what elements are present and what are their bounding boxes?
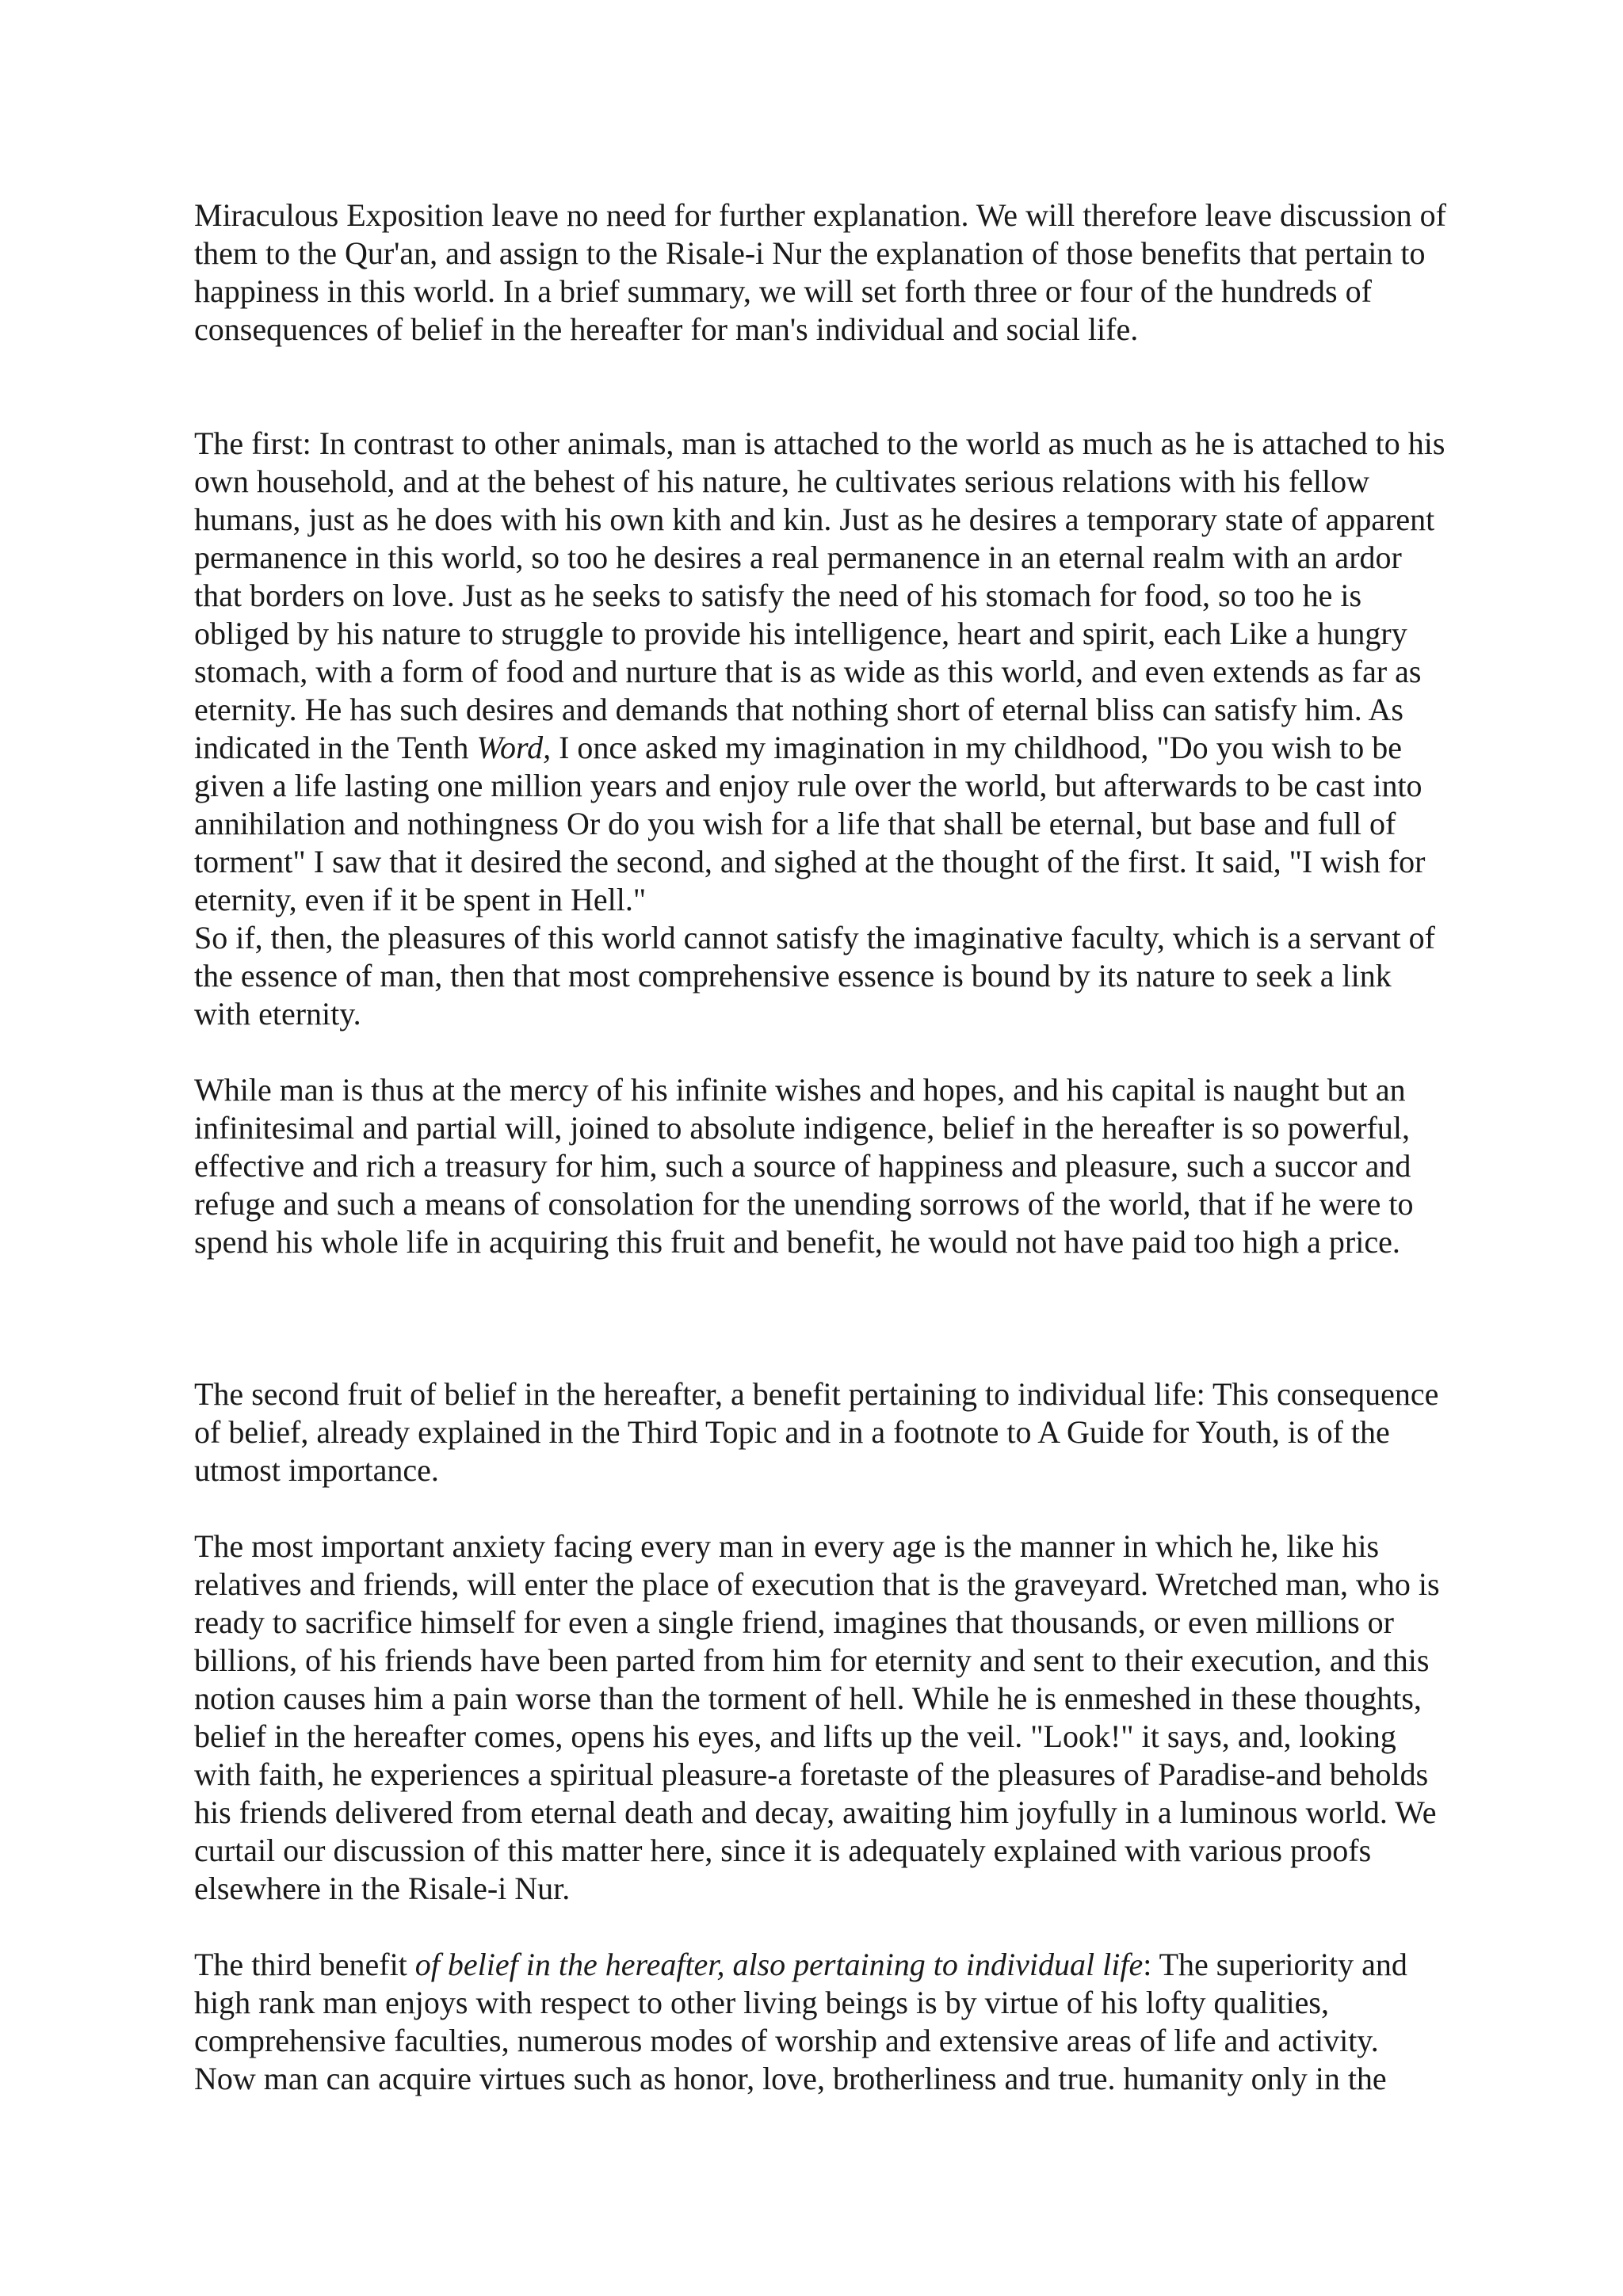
paragraph-first-benefit [194,425,1446,919]
paragraph-imaginative-faculty: So if, then, the pleasures of this world cannot satisfy the imaginative faculty, which is a servant of the essence of man, then that most comprehensive essence is bound by its nature to seek a link with eternity. [194,920,1435,1032]
paragraph-first-benefit-text-a: The first: In contrast to other animals, man is attached to the world as much as he is attached to his own household, and at the behest of his nature, he cultivates serious relations with his fellow humans, just as he does with his own kith and kin. Just as he desires a temporary state of apparent permanence in this world, so too he desires a real permanence in an eternal realm with an ardor that borders on love. Just as he seeks to satisfy the need of his stomach for food, so too he is obliged by his nature to struggle to provide his intelligence, heart and spirit, each Like a hungry stomach, with a form of food and nurture that is as wide as this world, and even extends as far as eternity. He has such desires and demands that nothing short of eternal bliss can satisfy him. As indicated in the Tenth [194,425,1445,765]
paragraph-third-benefit-text-b: : The superiority and high rank man enjoys with respect to other living beings is by virtue of his lofty qualities, comprehensive faculties, numerous modes of worship and extensive areas of life and activity. Now man can acquire virtues such as honor, love, brotherliness and true. humanity only in the [194,1947,1407,2096]
paragraph-intro: Miraculous Exposition leave no need for further explanation. We will therefore leave discussion of them to the Qur'an, and assign to the Risale-i Nur the explanation of those benefits that pertain to happiness in this world. In a brief summary, we will set forth three or four of the hundreds of consequences of belief in the hereafter for man's individual and social life. [194,197,1446,347]
paragraph-second-fruit: The second fruit of belief in the hereafter, a benefit pertaining to individual life: This consequence of belief, already explained in the Third Topic and in a footnote to A Guide for Youth, is of the utmost importance. [194,1376,1439,1488]
paragraph-first-benefit-italic-word: Word, [476,730,552,765]
paragraph-third-benefit-italic-phrase: of belief in the hereafter, also pertaining to individual life [414,1947,1144,1982]
paragraph-graveyard-anxiety: The most important anxiety facing every man in every age is the manner in which he, like his relatives and friends, will enter the place of execution that is the graveyard. Wretched man, who is ready to sacrifice himself for even a single friend, imagines that thousands, or even millions or billions, of his friends have been parted from him for eternity and sent to their execution, and this notion causes him a pain worse than the torment of hell. While he is enmeshed in these thoughts, belief in the hereafter comes, opens his eyes, and lifts up the veil. "Look!" it says, and, looking with faith, he experiences a spiritual pleasure-a foretaste of the pleasures of Paradise-and beholds his friends delivered from eternal death and decay, awaiting him joyfully in a luminous world. We curtail our discussion of this matter here, since it is adequately explained with various proofs elsewhere in the Risale-i Nur. [194,1528,1440,1906]
paragraph-third-benefit [194,1946,1446,2098]
paragraph-infinite-wishes: While man is thus at the mercy of his infinite wishes and hopes, and his capital is naught but an infinitesimal and partial will, joined to absolute indigence, belief in the hereafter is so powerful, effective and rich a treasury for him, such a source of happiness and pleasure, such a succor and refuge and such a means of consolation for the unending sorrows of the world, that if he were to spend his whole life in acquiring this fruit and benefit, he would not have paid too high a price. [194,1072,1414,1260]
paragraph-third-benefit-text-a: The third benefit [194,1947,415,1982]
paragraph-first-benefit-text-b: I once asked my imagination in my childhood, "Do you wish to be given a life lasting one million years and enjoy rule over the world, but afterwards to be cast into annihilation and nothingness Or do you wish for a life that shall be eternal, but base and full of torment" I saw that it desired the second, and sighed at the thought of the first. It said, "I wish for eternity, even if it be spent in Hell." [194,730,1426,917]
